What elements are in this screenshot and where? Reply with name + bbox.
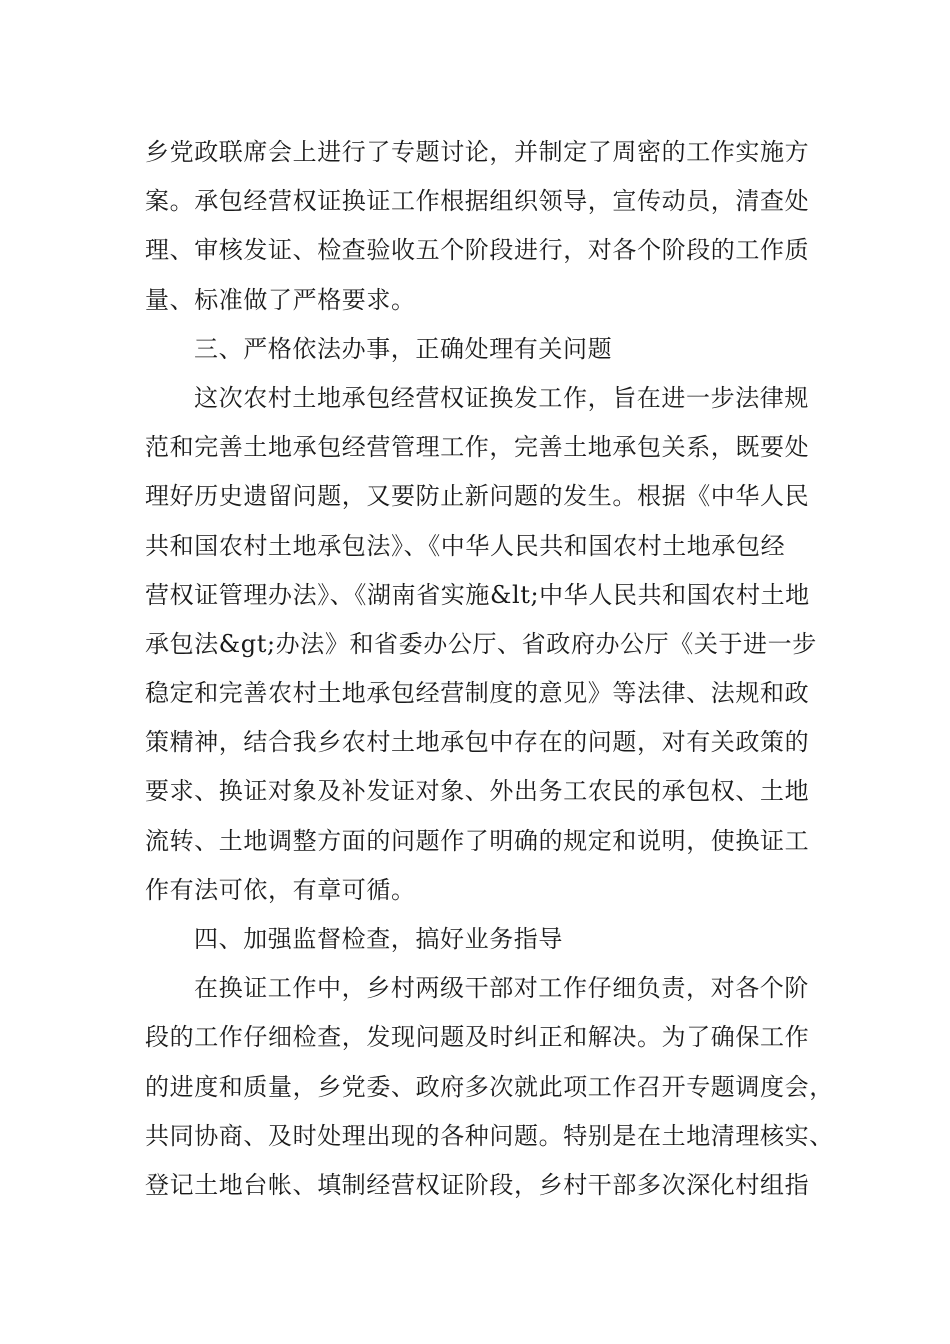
text-line: 范和完善土地承包经营管理工作，完善土地承包关系，既要处 [145, 433, 810, 462]
text-line: 策精神，结合我乡农村土地承包中存在的问题，对有关政策的 [145, 728, 810, 757]
section-heading: 三、严格依法办事，正确处理有关问题 [194, 334, 613, 363]
text-line: 作有法可依，有章可循。 [145, 875, 416, 904]
text-line: 这次农村土地承包经营权证换发工作，旨在进一步法律规 [194, 383, 809, 412]
text-line: 共同协商、及时处理出现的各种问题。特别是在土地清理核实、 [145, 1121, 834, 1150]
text-line: 承包法&gt;办法》和省委办公厅、省政府办公厅《关于进一步 [145, 629, 817, 658]
text-line: 案。承包经营权证换证工作根据组织领导，宣传动员，清查处 [145, 187, 810, 216]
text-line: 的进度和质量，乡党委、政府多次就此项工作召开专题调度会， [145, 1072, 834, 1101]
text-line: 流转、土地调整方面的问题作了明确的规定和说明，使换证工 [145, 826, 810, 855]
text-line: 稳定和完善农村土地承包经营制度的意见》等法律、法规和政 [145, 679, 810, 708]
document-body [145, 128, 834, 1210]
text-line: 理、审核发证、检查验收五个阶段进行，对各个阶段的工作质 [145, 236, 810, 265]
text-line: 要求、换证对象及补发证对象、外出务工农民的承包权、土地 [145, 777, 810, 806]
text-line: 共和国农村土地承包法》、《中华人民共和国农村土地承包经 [145, 531, 786, 560]
text-line: 乡党政联席会上进行了专题讨论，并制定了周密的工作实施方 [145, 138, 810, 166]
text-line: 量、标准做了严格要求。 [145, 285, 416, 314]
text-line: 营权证管理办法》、《湖南省实施&lt;中华人民共和国农村土地 [145, 580, 810, 609]
text-line: 理好历史遗留问题，又要防止新问题的发生。根据《中华人民 [145, 482, 810, 511]
text-line: 登记土地台帐、填制经营权证阶段，乡村干部多次深化村组指 [145, 1170, 810, 1199]
text-line: 段的工作仔细检查，发现问题及时纠正和解决。为了确保工作 [145, 1023, 810, 1052]
text-line: 在换证工作中，乡村两级干部对工作仔细负责，对各个阶 [194, 974, 809, 1003]
section-heading: 四、加强监督检查，搞好业务指导 [194, 925, 563, 953]
